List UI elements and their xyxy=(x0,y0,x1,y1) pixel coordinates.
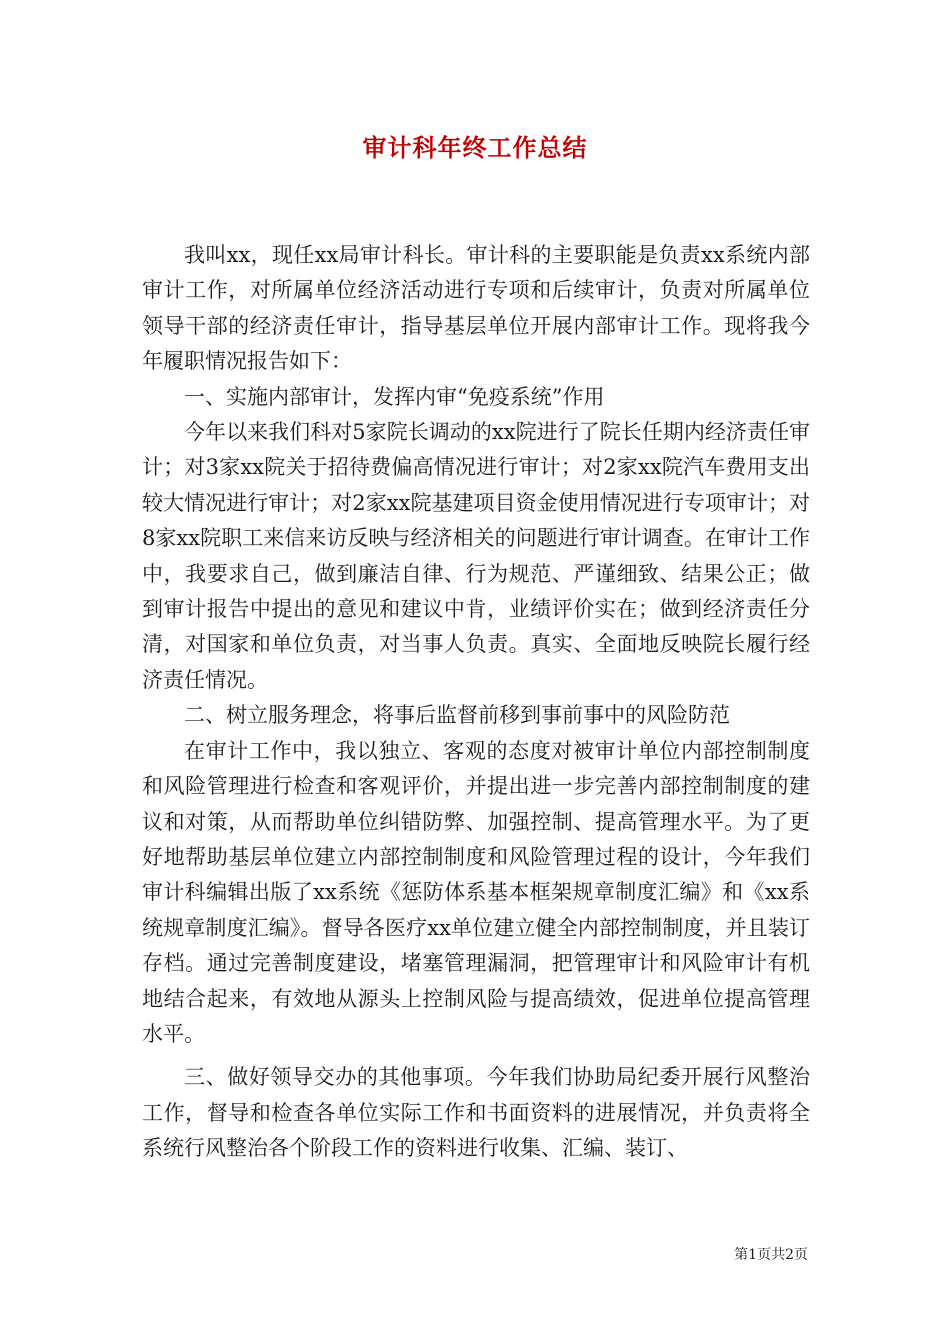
document-title: 审计科年终工作总结 xyxy=(362,133,588,162)
section1-paragraph: 今年以来我们科对5家院长调动的xx院进行了院长任期内经济责任审计；对3家xx院关于招待费偏高情况进行审计；对2家xx院汽车费用支出较大情况进行审计；对2家xx院基建项目资金使用情况进行专项审计；对8家xx院职工来信来访反映与经济相关的问题进行审计调查。在审计工作中，我要求自己，做到廉洁自律、行为规范、严谨细致、结果公正；做到审计报告中提出的意见和建议中肯，业绩评价实在；做到经济责任分清，对国家和单位负责，对当事人负责。真实、全面地反映院长履行经济责任情况。 xyxy=(142,420,810,692)
section1-heading: 一、实施内部审计，发挥内审“免疫系统”作用 xyxy=(184,384,605,409)
document-body xyxy=(142,238,810,1167)
intro-paragraph: 我叫xx，现任xx局审计科长。审计科的主要职能是负责xx系统内部审计工作，对所属单位经济活动进行专项和后续审计，负责对所属单位领导干部的经济责任审计，指导基层单位开展内部审计工作。现将我今年履职情况报告如下： xyxy=(142,243,810,374)
section2-heading: 二、树立服务理念，将事后监督前移到事前事中的风险防范 xyxy=(184,703,730,728)
paragraph-gap xyxy=(142,1052,810,1060)
section3-paragraph: 三、做好领导交办的其他事项。今年我们协助局纪委开展行风整治工作，督导和检查各单位实际工作和书面资料的进展情况，并负责将全系统行风整治各个阶段工作的资料进行收集、汇编、装订、 xyxy=(142,1065,810,1161)
section2-paragraph: 在审计工作中，我以独立、客观的态度对被审计单位内部控制制度和风险管理进行检查和客观评价，并提出进一步完善内部控制制度的建议和对策，从而帮助单位纠错防弊、加强控制、提高管理水平。为了更好地帮助基层单位建立内部控制制度和风险管理过程的设计，今年我们审计科编辑出版了xx系统《惩防体系基本框架规章制度汇编》和《xx系统规章制度汇编》。督导各医疗xx单位建立健全内部控制制度，并且装订存档。通过完善制度建设，堵塞管理漏洞，把管理审计和风险审计有机地结合起来，有效地从源头上控制风险与提高绩效，促进单位提高管理水平。 xyxy=(142,738,810,1046)
page-number: 第1页共2页 xyxy=(734,1247,808,1263)
